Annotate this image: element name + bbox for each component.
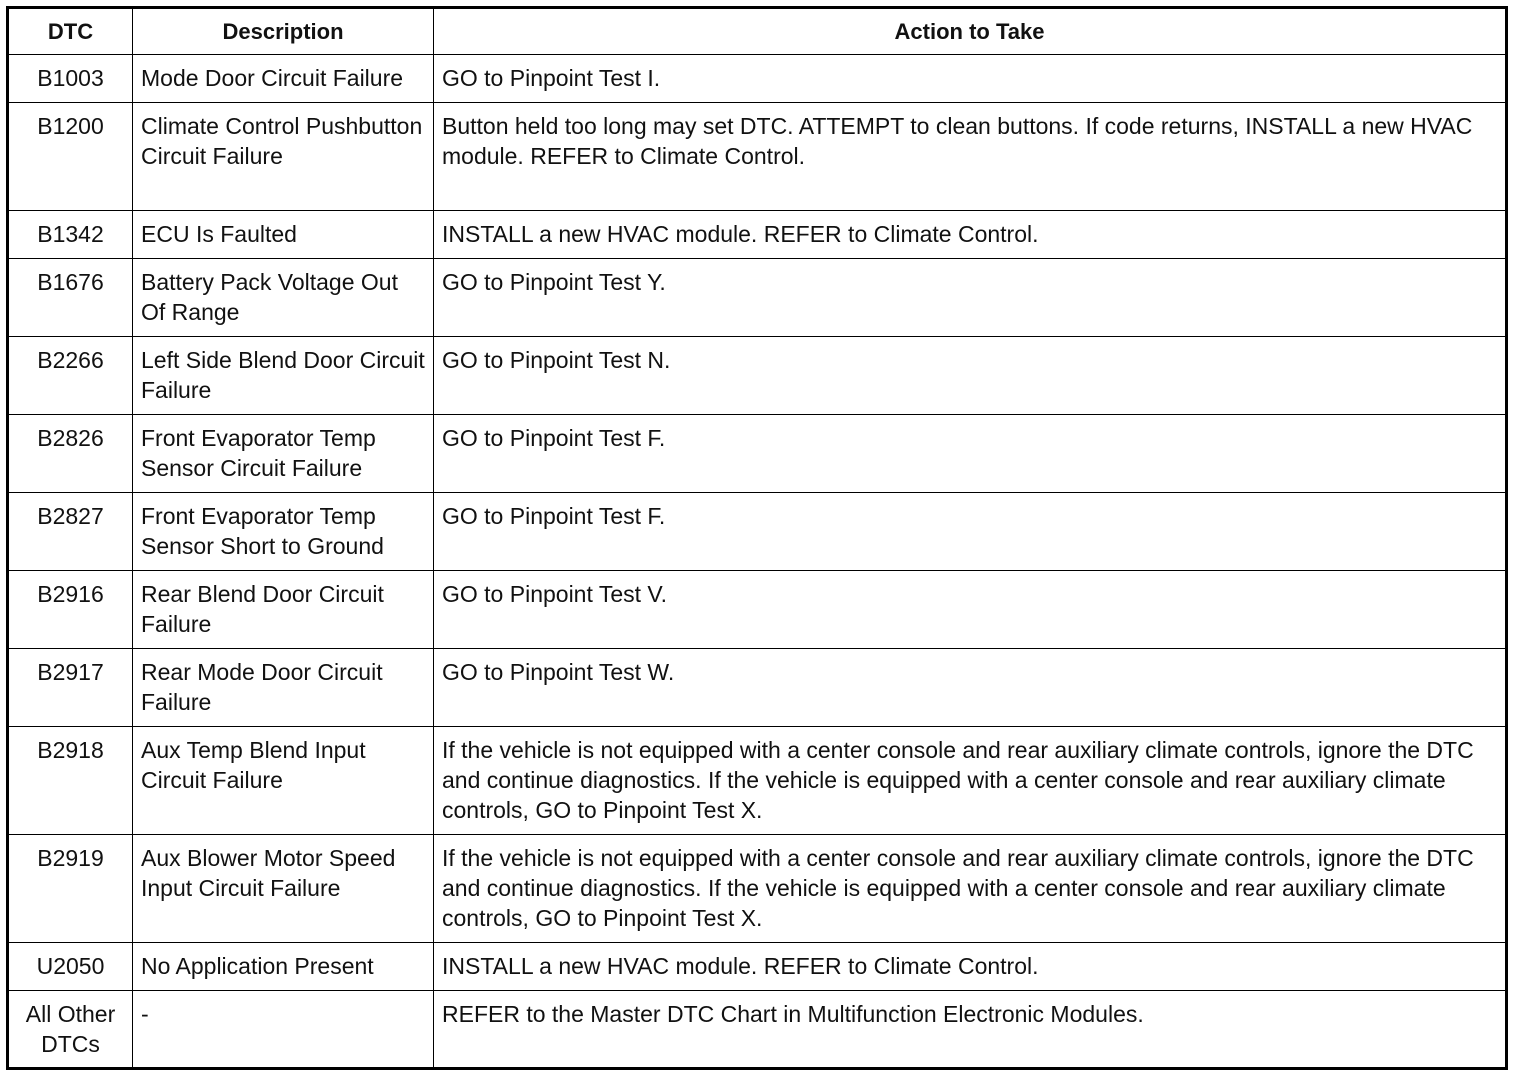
table-row bbox=[8, 259, 1507, 337]
dtc-description: Climate Control Pushbutton Circuit Failure bbox=[133, 103, 434, 211]
dtc-action: INSTALL a new HVAC module. REFER to Climate Control. bbox=[434, 211, 1507, 259]
dtc-action: GO to Pinpoint Test I. bbox=[434, 55, 1507, 103]
dtc-description: No Application Present bbox=[133, 943, 434, 991]
dtc-description: Front Evaporator Temp Sensor Short to Ground bbox=[133, 493, 434, 571]
dtc-description: Aux Temp Blend Input Circuit Failure bbox=[133, 727, 434, 835]
dtc-action: INSTALL a new HVAC module. REFER to Climate Control. bbox=[434, 943, 1507, 991]
table-row bbox=[8, 493, 1507, 571]
table-body bbox=[8, 55, 1507, 1069]
dtc-action: GO to Pinpoint Test V. bbox=[434, 571, 1507, 649]
dtc-code: All Other DTCs bbox=[8, 991, 133, 1069]
dtc-description: Left Side Blend Door Circuit Failure bbox=[133, 337, 434, 415]
dtc-table bbox=[6, 6, 1508, 1070]
dtc-code: B2917 bbox=[8, 649, 133, 727]
table-row bbox=[8, 55, 1507, 103]
table-row bbox=[8, 337, 1507, 415]
dtc-description: Aux Blower Motor Speed Input Circuit Failure bbox=[133, 835, 434, 943]
dtc-description: Rear Blend Door Circuit Failure bbox=[133, 571, 434, 649]
dtc-code: U2050 bbox=[8, 943, 133, 991]
header-dtc: DTC bbox=[8, 8, 133, 55]
table-header bbox=[8, 8, 1507, 55]
dtc-code: B2919 bbox=[8, 835, 133, 943]
header-action: Action to Take bbox=[434, 8, 1507, 55]
dtc-code: B1003 bbox=[8, 55, 133, 103]
dtc-action: Button held too long may set DTC. ATTEMPT to clean buttons. If code returns, INSTALL a new HVAC module. REFER to Climate Control. bbox=[434, 103, 1507, 211]
table-row bbox=[8, 103, 1507, 211]
table-row bbox=[8, 943, 1507, 991]
dtc-description: Front Evaporator Temp Sensor Circuit Failure bbox=[133, 415, 434, 493]
dtc-description: Mode Door Circuit Failure bbox=[133, 55, 434, 103]
dtc-code: B2826 bbox=[8, 415, 133, 493]
table-row bbox=[8, 649, 1507, 727]
dtc-action: REFER to the Master DTC Chart in Multifunction Electronic Modules. bbox=[434, 991, 1507, 1069]
table-row bbox=[8, 415, 1507, 493]
dtc-code: B2827 bbox=[8, 493, 133, 571]
dtc-code: B2266 bbox=[8, 337, 133, 415]
header-description: Description bbox=[133, 8, 434, 55]
dtc-action: GO to Pinpoint Test N. bbox=[434, 337, 1507, 415]
table-row bbox=[8, 727, 1507, 835]
dtc-code: B2918 bbox=[8, 727, 133, 835]
dtc-action: If the vehicle is not equipped with a center console and rear auxiliary climate controls, ignore the DTC and continue diagnostics. If the vehicle is equipped with a center console and rear auxiliary climate controls, GO to Pinpoint Test X. bbox=[434, 835, 1507, 943]
dtc-description: Rear Mode Door Circuit Failure bbox=[133, 649, 434, 727]
table-row bbox=[8, 991, 1507, 1069]
dtc-code: B2916 bbox=[8, 571, 133, 649]
dtc-action: GO to Pinpoint Test F. bbox=[434, 415, 1507, 493]
dtc-action: GO to Pinpoint Test F. bbox=[434, 493, 1507, 571]
dtc-action: If the vehicle is not equipped with a center console and rear auxiliary climate controls, ignore the DTC and continue diagnostics. If the vehicle is equipped with a center console and rear auxiliary climate controls, GO to Pinpoint Test X. bbox=[434, 727, 1507, 835]
dtc-code: B1342 bbox=[8, 211, 133, 259]
dtc-description: Battery Pack Voltage Out Of Range bbox=[133, 259, 434, 337]
dtc-action: GO to Pinpoint Test Y. bbox=[434, 259, 1507, 337]
dtc-action: GO to Pinpoint Test W. bbox=[434, 649, 1507, 727]
dtc-description: ECU Is Faulted bbox=[133, 211, 434, 259]
header-row bbox=[8, 8, 1507, 55]
dtc-code: B1676 bbox=[8, 259, 133, 337]
table-row bbox=[8, 571, 1507, 649]
table-row bbox=[8, 835, 1507, 943]
table-row bbox=[8, 211, 1507, 259]
dtc-code: B1200 bbox=[8, 103, 133, 211]
dtc-description: - bbox=[133, 991, 434, 1069]
